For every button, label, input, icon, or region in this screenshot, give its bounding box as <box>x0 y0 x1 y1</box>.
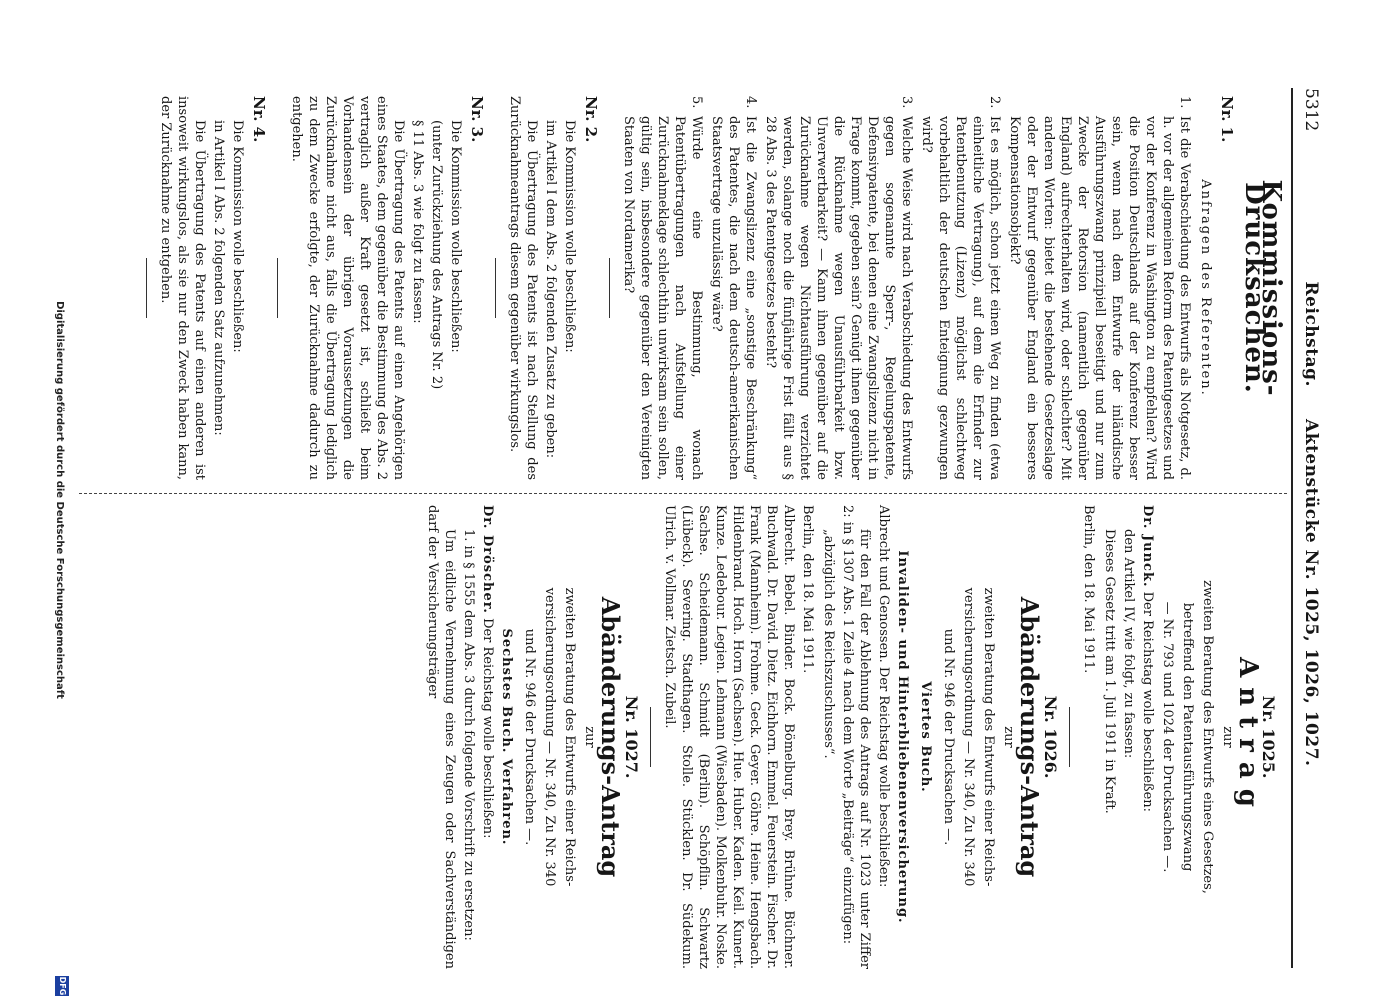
n1027-motion <box>479 505 496 969</box>
page-header <box>1297 88 1321 960</box>
n1026-book: Viertes Buch. <box>918 681 933 793</box>
n1027-zur: zur <box>582 726 597 748</box>
header-rule <box>1291 88 1293 968</box>
digitization-footer: Digitalisierung gefördert durch die Deutsche Forschungsgemeinschaft <box>54 301 65 699</box>
n1025-motion-text: Der Reichstag wolle beschließen: <box>1140 591 1155 813</box>
n1025-line-2: betreffend den Patentausführungszwang <box>1180 602 1195 872</box>
n1025-date: Berlin, den 18. Mai 1911. <box>1081 505 1096 674</box>
n1027-speaker: Dr. Dröscher. <box>480 505 495 614</box>
question-item <box>918 96 1003 480</box>
nr3-paren: (unter Zurückziehung des Antrags Nr. 2) <box>429 120 444 390</box>
nr3-intro: Die Kommission wolle beschließen: <box>448 120 463 353</box>
nr4-intro: Die Kommission wolle beschließen: <box>230 120 245 353</box>
nr2-body: im Artikel I dem Abs. 2 folgenden Zusatz zu geben: <box>543 120 558 459</box>
n1025-quote: Dieses Gesetz tritt am 1. Juli 1911 in Kraft. <box>1102 529 1117 814</box>
n1026-title: Abänderungs-Antrag <box>1015 596 1044 878</box>
question-text: Welche Weise wird nach Verabschiedung des Entwurfs gegen sogenannte Sperr-, Regelungspatente, Defensivpatente, bei denen eine Zwangslizenz nicht in Frage kommt, gegeben sein? Genügt ihnen gegenüber die Rücknahme wegen Unausführbarkeit bzw. Unverwertbarkeit? — Kann ihnen gegenüber auf die Zurücknahme wegen Nichtausführung verzichtet werden, solange noch die fünfjährige Frist fällt aus § 28 Abs. 3 des Patentgesetzes besteht? <box>763 116 914 480</box>
question-number: 1. <box>1177 96 1192 109</box>
nr4-quote: Die Übertragung des Patents auf einen anderen ist insoweit wirkungslos, als sie nur den Zweck haben kann, der Zurücknahme zu entgehen. <box>158 96 207 480</box>
n1027-title: Abänderungs-Antrag <box>596 596 625 878</box>
left-column <box>136 96 1285 480</box>
nr3-quote: Die Übertragung des Patents auf einen Angehörigen eines Staates, dem gegenüber die Bestimmung des Abs. 2 vertraglich außer Kraft gesetzt ist, schließt beim Vorhandensein der übrigen Voraussetzungen die Zurücknahme nicht aus, falls die Übertragung lediglich zu dem Zwecke erfolgte, der Zurücknahme dadurch zu entgehen. <box>289 96 406 480</box>
n1027-quote: Um eidliche Vernehmung eines Zeugen oder Sachverständigen darf der Versicherungsträger <box>425 505 457 969</box>
nr3-label: Nr. 3. <box>468 96 486 143</box>
header-title <box>1301 88 1321 960</box>
divider <box>277 258 278 318</box>
n1027-line-3: und Nr. 946 der Drucksachen —. <box>522 628 537 846</box>
n1026-zur: zur <box>1001 726 1016 748</box>
header-reichstag: Reichstag. <box>1301 281 1321 387</box>
n1026-date: Berlin, den 18. Mai 1911. <box>800 505 815 674</box>
page-number: 5312 <box>1301 88 1321 132</box>
nr4-label: Nr. 4. <box>250 96 268 143</box>
n1026-label: Nr. 1026. <box>1041 695 1060 779</box>
n1027-line-1: zweiten Beratung des Entwurfs einer Reichs- <box>562 587 577 887</box>
dfg-logo: DFG <box>55 976 69 996</box>
nr1-questions <box>620 96 1193 480</box>
n1027-book: Sechstes Buch. Verfahren. <box>499 628 514 846</box>
divider <box>650 707 651 767</box>
question-item <box>708 96 759 480</box>
question-number: 3. <box>899 96 914 109</box>
n1026-quote: „abzüglich des Reichszuschusses“. <box>821 529 836 759</box>
nr3-body: § 11 Abs. 3 wie folgt zu fassen: <box>410 120 425 324</box>
divider <box>146 258 147 318</box>
n1025-text: den Artikel IV, wie folgt, zu fassen: <box>1121 529 1136 759</box>
n1027-text: 1. in § 1555 dem Abs. 3 durch folgende Vorschrift zu ersetzen: <box>461 529 476 941</box>
divider <box>609 258 610 318</box>
n1026-line-1: zweiten Beratung des Entwurfs einer Reichs- <box>981 587 996 887</box>
n1025-line-1: zweiten Beratung des Entwurfs eines Gesetzes, <box>1200 580 1215 894</box>
n1026-book-sub: Invaliden- und Hinterbliebenenversicherung. <box>895 550 910 924</box>
nr1-subtitle: Anfragen des Referenten. <box>1198 179 1213 397</box>
n1026-line-2: versicherungsordnung — Nr. 340, Zu Nr. 340 <box>961 587 976 887</box>
n1025-title: Antrag <box>1233 657 1263 817</box>
divider <box>495 258 496 318</box>
question-number: 5. <box>689 96 704 109</box>
question-item <box>762 96 915 480</box>
nr4-body: in Artikel I Abs. 2 folgenden Satz aufzunehmen: <box>211 120 226 436</box>
nr2-intro: Die Kommission wolle beschließen: <box>562 120 577 353</box>
n1027-line-2: versicherungsordnung — Nr. 340, Zu Nr. 340 <box>542 587 557 887</box>
question-number: 4. <box>743 96 758 109</box>
document-page <box>83 0 1383 1000</box>
question-text: Würde eine Bestimmung, wonach Patentübertragungen nach Aufstellung einer Zurücknahmeklage schlechthin unwirksam sein sollen, gültig sein, insbesondere gegenüber den Vereinigten Staaten von Nordamerika? <box>621 116 704 480</box>
n1027-label: Nr. 1027. <box>622 695 641 779</box>
nr2-quote: Die Übertragung des Patents ist nach Stellung des Zurücknahmeantrags diesem gegenüber wirkungslos. <box>507 96 539 480</box>
divider <box>1069 707 1070 767</box>
n1025-line-3: — Nr. 793 und 1024 der Drucksachen —. <box>1160 601 1175 873</box>
n1025-motion <box>1139 505 1156 969</box>
n1026-signers: Albrecht. Bebel. Binder. Bock. Bömelburg. Brey. Brühne. Büchner. Buchwald. Dr. David. Dietz. Eichhorn. Emmel. Feuerstein. Fischer. Dr. Frank (Mannheim). Frohme. Geck. Geyer. Göhre. Heine. Hengsbach. Hildenbrand. Hoch. Horn (Sachsen). Hue. Huber. Kaden. Keil. Kunert. Kunze. Ledebour. Legien. Lehmann (Wiesbaden). Molkenbuhr. Noske. Sachse. Scheidemann. Schmidt (Berlin). Schöpflin. Schwartz (Lübeck). Severing. Stadthagen. Stolle. Stücklen. Dr. Südekum. Ulrich. v. Vollmar. Zietsch. Zubeil. <box>662 505 796 969</box>
n1025-speaker: Dr. Junck. <box>1140 505 1155 588</box>
column-divider <box>79 493 1287 494</box>
n1026-text: für den Fall der Ablehnung des Antrags auf Nr. 1023 unter Ziffer 2: in § 1307 Abs. 1 Zeile 4 nach dem Worte „Beiträge“ einzufügen: <box>840 505 872 969</box>
n1026-intro: Albrecht und Genossen. Der Reichstag wolle beschließen: <box>876 505 891 888</box>
question-text: Ist die Zwangslizenz eine „sonstige Beschränkung“ des Patentes, die nach dem deutsch-amerikanischen Staatsvertrage unzulässig wäre? <box>709 116 758 480</box>
n1025-label: Nr. 1025. <box>1259 695 1278 779</box>
kommissions-title: Kommissions-Drucksachen. <box>1239 179 1286 397</box>
question-number: 2. <box>987 96 1002 109</box>
question-text: Ist es möglich, schon jetzt einen Weg zu finden (etwa einheitliche Vertragung), auf dem die Erfinder zur Patentbenutzung (Lizenz) möglichst schlechtweg vorbehaltlich der deutschen Enteignung gezwungen wird? <box>919 116 1002 480</box>
n1026-line-3: und Nr. 946 der Drucksachen —. <box>941 628 956 846</box>
n1025-zur: zur <box>1220 726 1235 748</box>
question-item <box>1006 96 1193 480</box>
header-aktenstuecke: Aktenstücke Nr. 1025, 1026, 1027. <box>1301 419 1321 767</box>
question-item <box>620 96 705 480</box>
nr1-label: Nr. 1. <box>1218 96 1236 143</box>
nr2-label: Nr. 2. <box>582 96 600 143</box>
right-column <box>422 505 1285 969</box>
n1027-motion-text: Der Reichstag wolle beschließen: <box>480 618 495 839</box>
question-text: Ist die Verabschiedung des Entwurfs als Notgesetz, d. h. vor der allgemeinen Reform des Patentgesetzes und vor der Konferenz in Washington zu empfehlen? Wird die Position Deutschlands auf der Konferenz besser sein, wenn nach dem Entwurfe der inländische Ausführungszwang prinzipiell beseitigt und nur zum Zwecke der Retorsion (namentlich gegenüber England) aufrechterhalten wird, oder schlechter? Mit anderen Worten: bietet die bestehende Gesetzeslage oder der Entwurf gegenüber England ein besseres Kompensationsobjekt? <box>1007 116 1192 480</box>
